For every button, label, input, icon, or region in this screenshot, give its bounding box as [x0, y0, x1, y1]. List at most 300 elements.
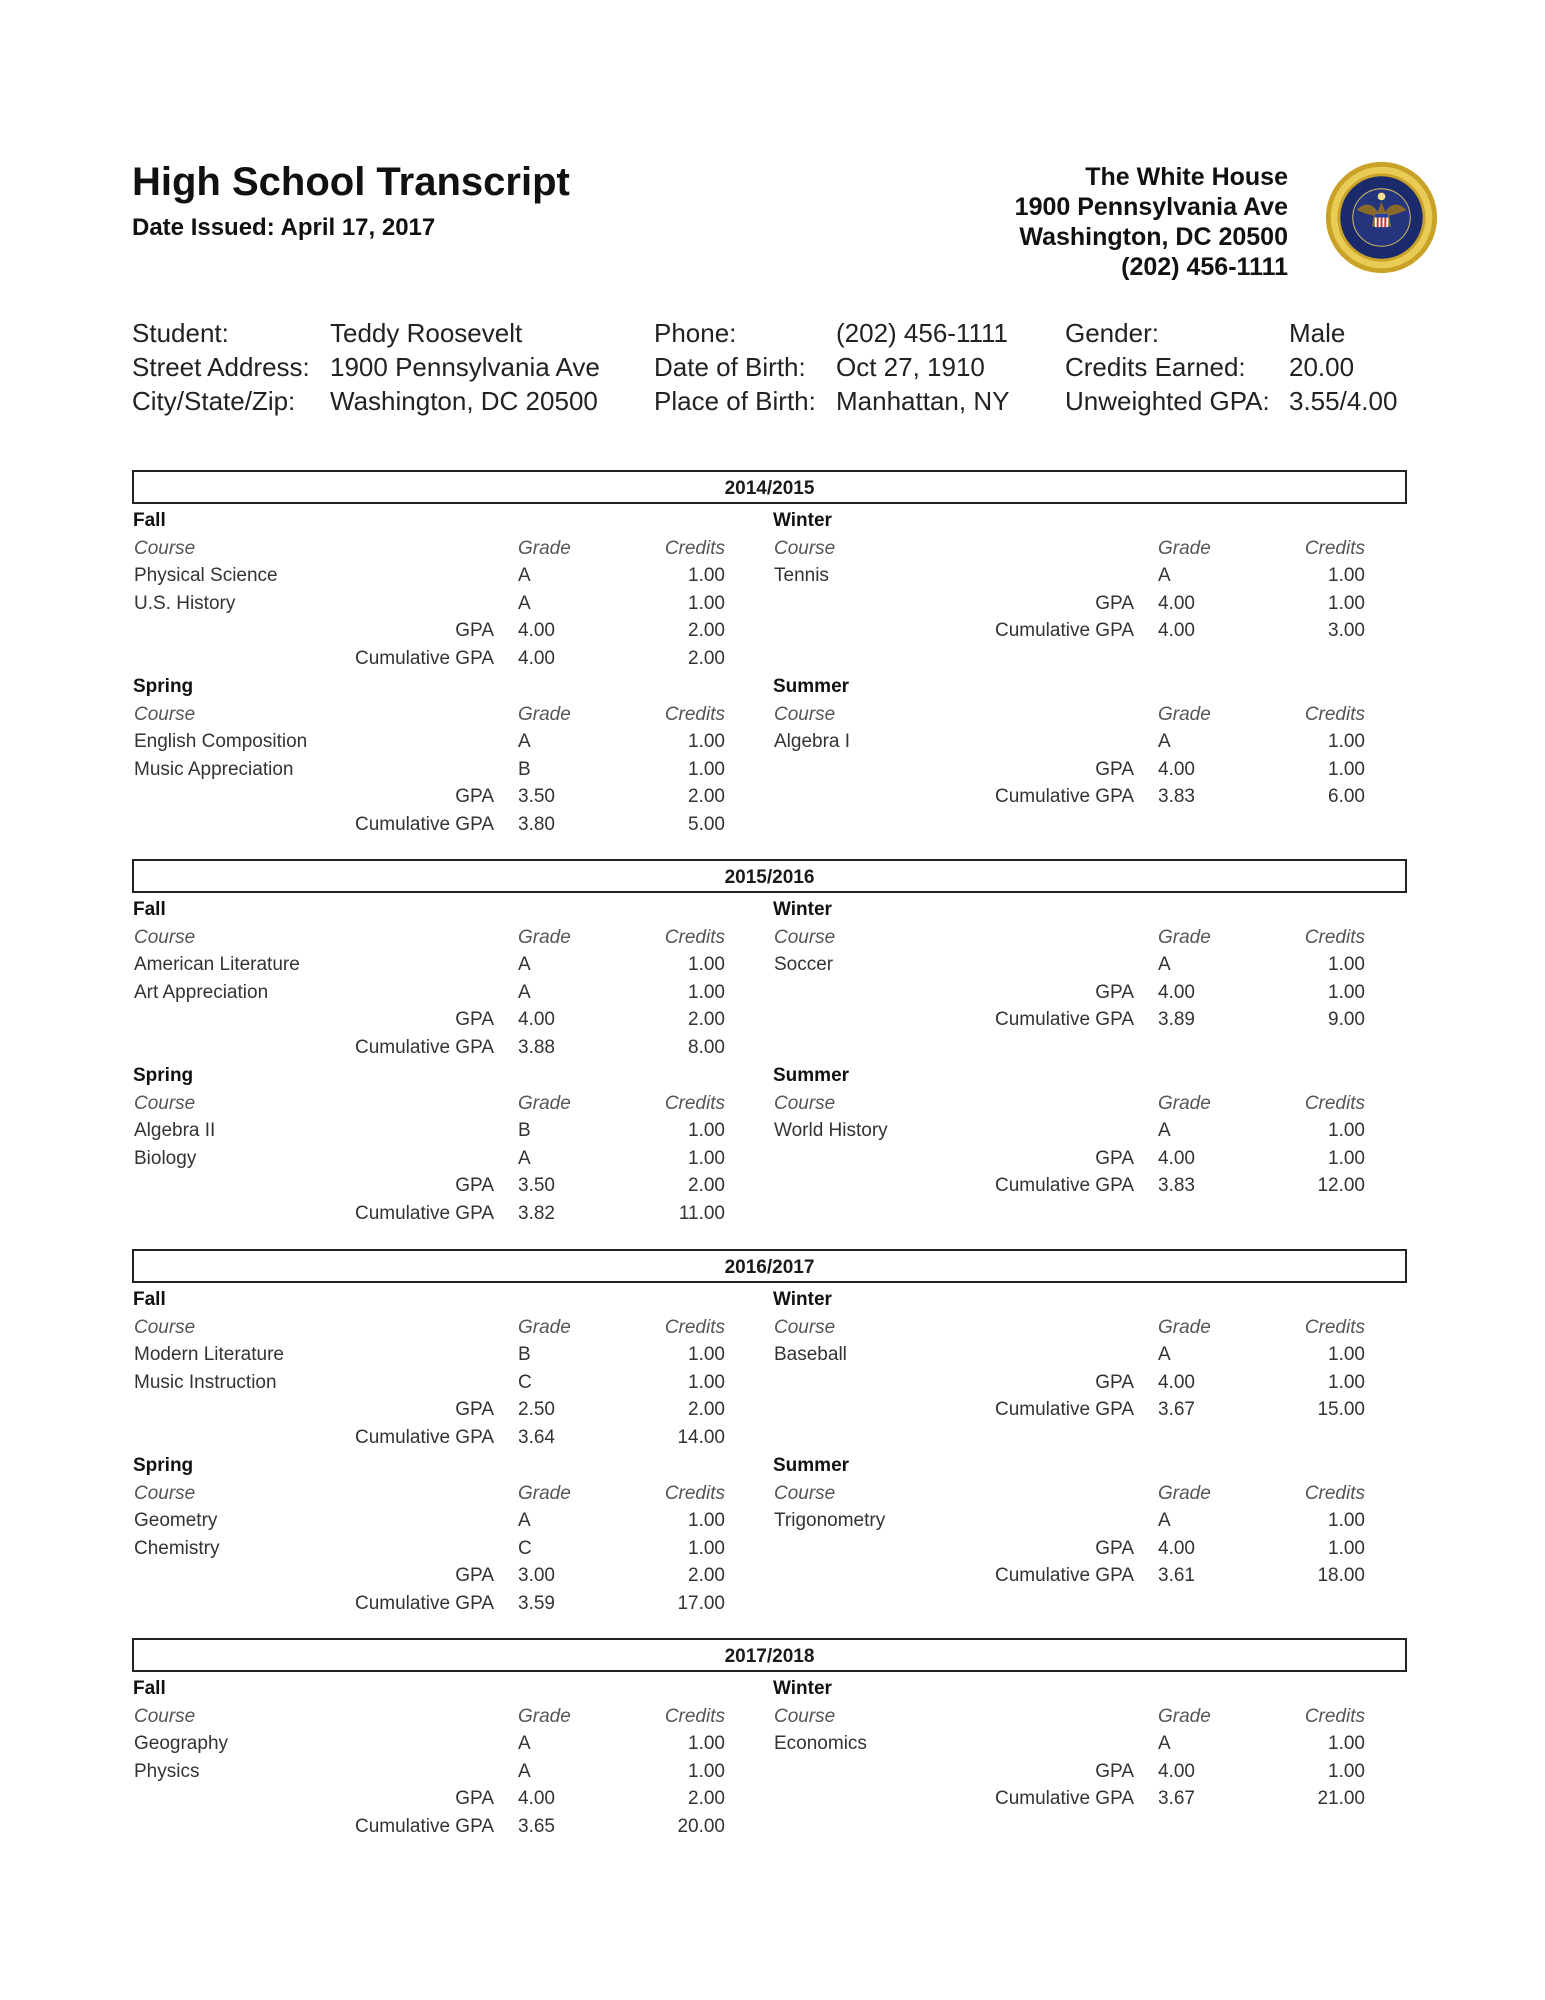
year-header: 2015/2016 [132, 859, 1407, 893]
cumulative-gpa-label: Cumulative GPA [354, 1816, 494, 1837]
course-row [772, 1120, 1392, 1147]
course-name: Soccer [774, 954, 834, 976]
term-name: Spring [133, 1065, 194, 1086]
gpa-label: GPA [1095, 981, 1134, 1003]
course-grade: A [1158, 1344, 1171, 1366]
gpa-label: GPA [455, 1565, 494, 1587]
gpa-row [132, 1009, 752, 1036]
course-credits: 1.00 [688, 954, 725, 976]
gpa-label: GPA [1095, 1537, 1134, 1559]
course-credits: 1.00 [1328, 954, 1365, 976]
label-gender: Gender: [1065, 318, 1159, 348]
course-credits: 1.00 [688, 1120, 725, 1142]
gpa-row [772, 1372, 1392, 1399]
cumulative-gpa-row [772, 1399, 1392, 1426]
course-credits: 1.00 [688, 1733, 725, 1755]
term-credits: 1.00 [1328, 1760, 1365, 1782]
cumulative-credits: 15.00 [1317, 1399, 1365, 1421]
label-student: Student: [132, 318, 229, 348]
term-credits: 1.00 [1328, 1147, 1365, 1169]
column-header-row [132, 1483, 752, 1510]
gpa-row [132, 620, 752, 647]
column-header-credits: Credits [664, 926, 725, 948]
cumulative-credits: 17.00 [677, 1593, 725, 1614]
column-header-course: Course [774, 1482, 836, 1504]
cumulative-gpa: 3.89 [1158, 1009, 1195, 1031]
column-header-grade: Grade [1158, 1482, 1211, 1504]
year-section [132, 470, 1407, 835]
course-name: Tennis [774, 565, 829, 587]
course-grade: A [518, 1510, 531, 1532]
column-header-course: Course [774, 926, 836, 948]
term-credits: 2.00 [688, 1009, 725, 1031]
term-name: Summer [773, 1065, 850, 1086]
course-name: Chemistry [134, 1537, 220, 1559]
course-credits: 1.00 [688, 1537, 725, 1559]
cumulative-gpa-label: Cumulative GPA [354, 1037, 494, 1058]
cumulative-gpa: 3.59 [518, 1593, 555, 1614]
gpa-row [772, 1148, 1392, 1175]
cumulative-gpa-row [772, 1009, 1392, 1036]
value-credits: 20.00 [1289, 352, 1355, 382]
presidential-seal-icon [1324, 160, 1439, 275]
gpa-label: GPA [1095, 592, 1134, 614]
term-name: Winter [773, 510, 832, 531]
column-header-credits: Credits [1304, 1092, 1365, 1114]
cumulative-gpa-label: Cumulative GPA [994, 620, 1134, 642]
term-name: Fall [133, 1289, 166, 1310]
column-header-course: Course [134, 1316, 196, 1338]
column-header-credits: Credits [664, 1316, 725, 1338]
cumulative-gpa-label: Cumulative GPA [354, 1203, 494, 1224]
column-header-grade: Grade [518, 1705, 571, 1727]
cumulative-gpa-row [132, 1427, 752, 1454]
course-name: Algebra I [774, 731, 851, 753]
gpa-label: GPA [455, 1399, 494, 1421]
column-header-credits: Credits [1304, 926, 1365, 948]
term-name: Winter [773, 899, 832, 920]
course-row [132, 593, 752, 620]
column-header-row [772, 704, 1392, 731]
cumulative-gpa-row [772, 620, 1392, 647]
course-credits: 1.00 [688, 981, 725, 1003]
column-header-credits: Credits [1304, 537, 1365, 559]
course-row [772, 565, 1392, 592]
course-name: Baseball [774, 1344, 847, 1366]
course-credits: 1.00 [688, 1510, 725, 1532]
course-credits: 1.00 [1328, 1733, 1365, 1755]
column-header-grade: Grade [518, 537, 571, 559]
course-credits: 1.00 [1328, 565, 1365, 587]
column-header-grade: Grade [1158, 926, 1211, 948]
column-header-grade: Grade [518, 703, 571, 725]
term-gpa: 2.50 [518, 1399, 555, 1421]
course-grade: A [1158, 731, 1171, 753]
term-gpa: 4.00 [1158, 981, 1195, 1003]
value-phone: (202) 456-1111 [836, 318, 1009, 348]
term-gpa: 4.00 [1158, 592, 1195, 614]
course-row [772, 954, 1392, 981]
cumulative-credits: 18.00 [1317, 1565, 1365, 1587]
gpa-row [772, 593, 1392, 620]
gpa-label: GPA [1095, 758, 1134, 780]
course-name: Music Instruction [134, 1371, 277, 1393]
label-phone: Phone: [654, 318, 737, 348]
course-name: American Literature [134, 954, 300, 976]
cumulative-gpa: 3.67 [1158, 1399, 1195, 1421]
term-name: Winter [773, 1678, 832, 1699]
course-credits: 1.00 [688, 758, 725, 780]
column-header-row [772, 1093, 1392, 1120]
cumulative-gpa-row [132, 648, 752, 675]
cumulative-gpa-row [772, 1788, 1392, 1815]
term-credits: 1.00 [1328, 981, 1365, 1003]
label-credits: Credits Earned: [1065, 352, 1246, 382]
column-header-grade: Grade [1158, 1316, 1211, 1338]
course-name: Geography [134, 1733, 229, 1755]
cumulative-gpa: 3.80 [518, 814, 555, 835]
course-row [132, 1761, 752, 1788]
cumulative-gpa-label: Cumulative GPA [354, 648, 494, 669]
course-grade: C [518, 1537, 532, 1559]
course-name: Physics [134, 1760, 200, 1782]
label-gpa: Unweighted GPA: [1065, 386, 1270, 416]
cumulative-gpa-label: Cumulative GPA [994, 1788, 1134, 1810]
column-header-row [772, 1483, 1392, 1510]
gpa-label: GPA [455, 1175, 494, 1197]
term-name: Spring [133, 1455, 194, 1476]
gpa-row [772, 1538, 1392, 1565]
course-row [132, 1733, 752, 1760]
course-credits: 1.00 [1328, 1510, 1365, 1532]
course-grade: C [518, 1371, 532, 1393]
cumulative-gpa-row [132, 1203, 752, 1230]
course-credits: 1.00 [688, 592, 725, 614]
year-header: 2017/2018 [132, 1638, 1407, 1672]
cumulative-gpa-label: Cumulative GPA [354, 814, 494, 835]
year-section [132, 859, 1407, 1224]
column-header-grade: Grade [518, 926, 571, 948]
column-header-course: Course [774, 703, 836, 725]
term-name: Fall [133, 899, 166, 920]
cumulative-gpa-row [772, 1175, 1392, 1202]
value-gpa: 3.55/4.00 [1289, 386, 1398, 416]
course-row [132, 1372, 752, 1399]
value-street: 1900 Pennsylvania Ave [330, 352, 600, 382]
column-header-row [132, 704, 752, 731]
year-section [132, 1249, 1407, 1614]
term-name: Fall [133, 510, 166, 531]
column-header-credits: Credits [664, 1705, 725, 1727]
term-name: Spring [133, 676, 194, 697]
cumulative-credits: 11.00 [678, 1203, 725, 1224]
term-credits: 1.00 [1328, 1371, 1365, 1393]
gpa-row [132, 786, 752, 813]
cumulative-credits: 9.00 [1328, 1009, 1365, 1031]
course-grade: A [518, 565, 531, 587]
course-row [132, 1538, 752, 1565]
cumulative-credits: 3.00 [1328, 620, 1365, 642]
cumulative-gpa: 3.83 [1158, 786, 1195, 808]
course-row [132, 1120, 752, 1147]
course-grade: A [1158, 1120, 1171, 1142]
term-credits: 1.00 [1328, 1537, 1365, 1559]
course-row [772, 1733, 1392, 1760]
term-name: Summer [773, 676, 850, 697]
cumulative-gpa-row [132, 1037, 752, 1064]
course-row [772, 1344, 1392, 1371]
course-credits: 1.00 [688, 731, 725, 753]
course-row [132, 1148, 752, 1175]
column-header-row [772, 538, 1392, 565]
column-header-course: Course [774, 1705, 836, 1727]
course-credits: 1.00 [688, 1147, 725, 1169]
column-header-course: Course [774, 1316, 836, 1338]
term-gpa: 4.00 [1158, 1147, 1195, 1169]
term-name: Winter [773, 1289, 832, 1310]
gpa-label: GPA [455, 1009, 494, 1031]
course-name: World History [774, 1120, 888, 1142]
gpa-label: GPA [455, 1788, 494, 1810]
course-credits: 1.00 [688, 565, 725, 587]
year-section [132, 1638, 1407, 1837]
column-header-course: Course [134, 537, 196, 559]
column-header-course: Course [774, 537, 836, 559]
course-grade: A [518, 1147, 531, 1169]
cumulative-gpa-row [772, 786, 1392, 813]
column-header-credits: Credits [1304, 1705, 1365, 1727]
cumulative-gpa-label: Cumulative GPA [354, 1427, 494, 1448]
term-name: Summer [773, 1455, 850, 1476]
column-header-course: Course [134, 926, 196, 948]
column-header-credits: Credits [1304, 1316, 1365, 1338]
label-city: City/State/Zip: [132, 386, 296, 416]
student-info-col-1 [132, 316, 600, 418]
student-info-col-2 [654, 316, 1009, 418]
term-gpa: 3.50 [518, 1175, 555, 1197]
year-header: 2014/2015 [132, 470, 1407, 504]
course-name: Biology [134, 1147, 197, 1169]
course-grade: A [1158, 954, 1171, 976]
term-credits: 1.00 [1328, 758, 1365, 780]
course-grade: A [1158, 1510, 1171, 1532]
cumulative-gpa: 3.83 [1158, 1175, 1195, 1197]
school-address-block [1015, 162, 1288, 282]
course-name: Economics [774, 1733, 867, 1755]
cumulative-gpa: 3.82 [518, 1203, 555, 1224]
term-gpa: 4.00 [1158, 758, 1195, 780]
column-header-grade: Grade [1158, 703, 1211, 725]
column-header-course: Course [774, 1092, 836, 1114]
value-student: Teddy Roosevelt [330, 318, 523, 348]
gpa-label: GPA [1095, 1147, 1134, 1169]
term-gpa: 3.50 [518, 786, 555, 808]
label-pob: Place of Birth: [654, 386, 816, 416]
column-header-row [132, 1093, 752, 1120]
cumulative-credits: 8.00 [688, 1037, 725, 1058]
course-grade: A [518, 731, 531, 753]
cumulative-gpa-row [772, 1565, 1392, 1592]
cumulative-gpa-label: Cumulative GPA [354, 1593, 494, 1614]
cumulative-gpa-row [132, 1593, 752, 1620]
term-credits: 2.00 [688, 1399, 725, 1421]
date-issued: Date Issued: April 17, 2017 [132, 214, 436, 241]
year-header: 2016/2017 [132, 1249, 1407, 1283]
column-header-row [772, 1317, 1392, 1344]
course-grade: A [518, 1733, 531, 1755]
course-name: Physical Science [134, 565, 278, 587]
gpa-row [132, 1175, 752, 1202]
student-info-col-3 [1065, 316, 1397, 418]
gpa-row [132, 1565, 752, 1592]
course-credits: 1.00 [688, 1371, 725, 1393]
term-credits: 1.00 [1328, 592, 1365, 614]
column-header-credits: Credits [664, 1482, 725, 1504]
cumulative-gpa-label: Cumulative GPA [994, 786, 1134, 808]
course-name: Trigonometry [774, 1510, 886, 1532]
cumulative-credits: 14.00 [677, 1427, 725, 1448]
course-row [132, 731, 752, 758]
term-gpa: 4.00 [518, 1009, 555, 1031]
column-header-row [132, 1317, 752, 1344]
cumulative-gpa: 3.65 [518, 1816, 555, 1837]
cumulative-gpa-label: Cumulative GPA [994, 1399, 1134, 1421]
gpa-row [132, 1788, 752, 1815]
column-header-course: Course [134, 1482, 196, 1504]
term-gpa: 4.00 [1158, 1537, 1195, 1559]
column-header-row [132, 538, 752, 565]
gpa-label: GPA [1095, 1371, 1134, 1393]
cumulative-gpa-row [132, 1816, 752, 1843]
course-name: Geometry [134, 1510, 218, 1532]
gpa-label: GPA [1095, 1760, 1134, 1782]
column-header-grade: Grade [1158, 537, 1211, 559]
label-street: Street Address: [132, 352, 310, 382]
cumulative-gpa-label: Cumulative GPA [994, 1009, 1134, 1031]
term-gpa: 4.00 [1158, 1760, 1195, 1782]
course-grade: A [1158, 565, 1171, 587]
cumulative-credits: 12.00 [1317, 1175, 1365, 1197]
column-header-credits: Credits [664, 703, 725, 725]
school-phone: (202) 456-1111 [1121, 253, 1288, 281]
cumulative-gpa: 3.64 [518, 1427, 555, 1448]
course-grade: A [518, 954, 531, 976]
term-credits: 2.00 [688, 786, 725, 808]
gpa-label: GPA [455, 620, 494, 642]
cumulative-gpa: 4.00 [1158, 620, 1195, 642]
course-grade: B [518, 758, 531, 780]
column-header-credits: Credits [664, 1092, 725, 1114]
column-header-row [772, 927, 1392, 954]
course-grade: A [518, 1760, 531, 1782]
column-header-row [132, 1706, 752, 1733]
course-credits: 1.00 [688, 1760, 725, 1782]
column-header-grade: Grade [518, 1482, 571, 1504]
course-credits: 1.00 [688, 1344, 725, 1366]
course-row [132, 1510, 752, 1537]
course-row [132, 954, 752, 981]
cumulative-gpa-label: Cumulative GPA [994, 1565, 1134, 1587]
column-header-course: Course [134, 1092, 196, 1114]
gpa-row [132, 1399, 752, 1426]
course-name: U.S. History [134, 592, 236, 614]
course-name: English Composition [134, 731, 308, 753]
cumulative-credits: 21.00 [1317, 1788, 1365, 1810]
cumulative-gpa-row [132, 814, 752, 841]
cumulative-gpa: 3.61 [1158, 1565, 1195, 1587]
course-row [132, 565, 752, 592]
column-header-grade: Grade [518, 1092, 571, 1114]
course-name: Music Appreciation [134, 758, 294, 780]
gpa-row [772, 759, 1392, 786]
term-gpa: 4.00 [518, 620, 555, 642]
term-name: Fall [133, 1678, 166, 1699]
course-credits: 1.00 [1328, 1120, 1365, 1142]
course-row [772, 731, 1392, 758]
course-grade: A [518, 981, 531, 1003]
course-row [132, 759, 752, 786]
school-name: The White House [1085, 163, 1288, 191]
course-grade: B [518, 1120, 531, 1142]
term-credits: 2.00 [688, 1788, 725, 1810]
column-header-course: Course [134, 1705, 196, 1727]
cumulative-gpa: 3.88 [518, 1037, 555, 1058]
course-name: Algebra II [134, 1120, 216, 1142]
column-header-row [132, 927, 752, 954]
value-gender: Male [1289, 318, 1346, 348]
column-header-grade: Grade [518, 1316, 571, 1338]
label-dob: Date of Birth: [654, 352, 806, 382]
cumulative-gpa: 3.67 [1158, 1788, 1195, 1810]
gpa-label: GPA [455, 786, 494, 808]
gpa-row [772, 982, 1392, 1009]
term-credits: 2.00 [688, 620, 725, 642]
column-header-credits: Credits [1304, 1482, 1365, 1504]
value-dob: Oct 27, 1910 [836, 352, 985, 382]
course-credits: 1.00 [1328, 1344, 1365, 1366]
course-row [132, 982, 752, 1009]
course-grade: B [518, 1344, 531, 1366]
cumulative-gpa-label: Cumulative GPA [994, 1175, 1134, 1197]
course-row [772, 1510, 1392, 1537]
value-pob: Manhattan, NY [836, 386, 1010, 416]
gpa-row [772, 1761, 1392, 1788]
course-credits: 1.00 [1328, 731, 1365, 753]
course-grade: A [1158, 1733, 1171, 1755]
column-header-credits: Credits [1304, 703, 1365, 725]
column-header-credits: Credits [664, 537, 725, 559]
course-name: Art Appreciation [134, 981, 269, 1003]
cumulative-gpa: 4.00 [518, 648, 555, 669]
column-header-grade: Grade [1158, 1092, 1211, 1114]
page-title: High School Transcript [132, 160, 570, 204]
column-header-row [772, 1706, 1392, 1733]
course-row [132, 1344, 752, 1371]
course-grade: A [518, 592, 531, 614]
cumulative-credits: 5.00 [688, 814, 725, 835]
term-gpa: 4.00 [1158, 1371, 1195, 1393]
term-gpa: 3.00 [518, 1565, 555, 1587]
cumulative-credits: 20.00 [677, 1816, 725, 1837]
term-credits: 2.00 [688, 1175, 725, 1197]
cumulative-credits: 6.00 [1328, 786, 1365, 808]
course-name: Modern Literature [134, 1344, 284, 1366]
column-header-course: Course [134, 703, 196, 725]
term-gpa: 4.00 [518, 1788, 555, 1810]
term-credits: 2.00 [688, 1565, 725, 1587]
value-city: Washington, DC 20500 [330, 386, 598, 416]
cumulative-credits: 2.00 [688, 648, 725, 669]
